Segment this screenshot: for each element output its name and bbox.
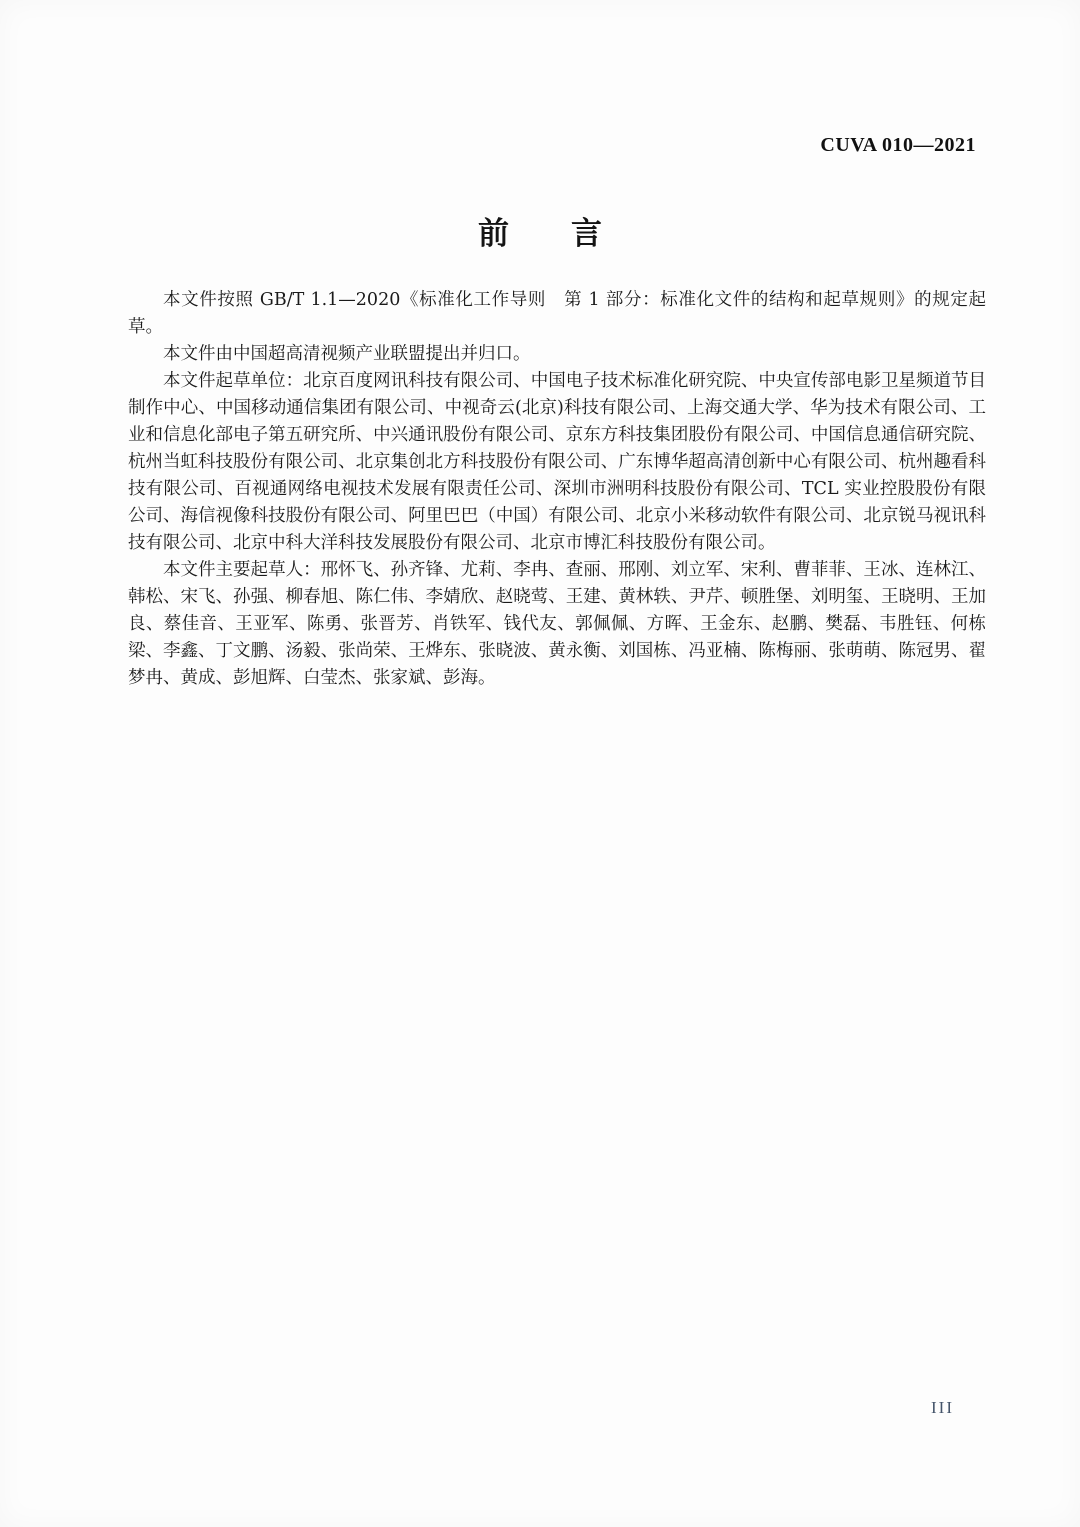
foreword-body [128,287,986,692]
foreword-paragraph-drafters: 本文件主要起草人：邢怀飞、孙齐锋、尤莉、李冉、查丽、邢刚、刘立军、宋利、曹菲菲、王冰、连林江、韩松、宋飞、孙强、柳春旭、陈仁伟、李婧欣、赵晓莺、王建、黄林轶、尹芹、顿胜堡、刘明玺、王晓明、王加良、蔡佳音、王亚军、陈勇、张晋芳、肖铁军、钱代友、郭佩佩、方晖、王金东、赵鹏、樊磊、韦胜钰、何栋梁、李鑫、丁文鹏、汤毅、张尚荣、王烨东、张晓波、黄永衡、刘国栋、冯亚楠、陈梅丽、张萌萌、陈冠男、翟梦冉、黄成、彭旭辉、白莹杰、张家斌、彭海。 [128,560,986,688]
foreword-paragraph-drafting-organizations: 本文件起草单位：北京百度网讯科技有限公司、中国电子技术标准化研究院、中央宣传部电影卫星频道节目制作中心、中国移动通信集团有限公司、中视奇云(北京)科技有限公司、上海交通大学、华为技术有限公司、工业和信息化部电子第五研究所、中兴通讯股份有限公司、京东方科技集团股份有限公司、中国信息通信研究院、杭州当虹科技股份有限公司、北京集创北方科技股份有限公司、广东博华超高清创新中心有限公司、杭州趣看科技有限公司、百视通网络电视技术发展有限责任公司、深圳市洲明科技股份有限公司、TCL 实业控股股份有限公司、海信视像科技股份有限公司、阿里巴巴（中国）有限公司、北京小米移动软件有限公司、北京锐马视讯科技有限公司、北京中科大洋科技发展股份有限公司、北京市博汇科技股份有限公司。 [128,371,986,553]
foreword-title: 前 言 [478,216,602,252]
foreword-paragraph-basis: 本文件按照 GB/T 1.1—2020《标准化工作导则 第 1 部分：标准化文件的结构和起草规则》的规定起草。 [128,290,986,337]
page-number: III [931,1398,954,1417]
document-code: CUVA 010—2021 [820,134,976,156]
foreword-paragraph-proposer: 本文件由中国超高清视频产业联盟提出并归口。 [163,344,531,364]
